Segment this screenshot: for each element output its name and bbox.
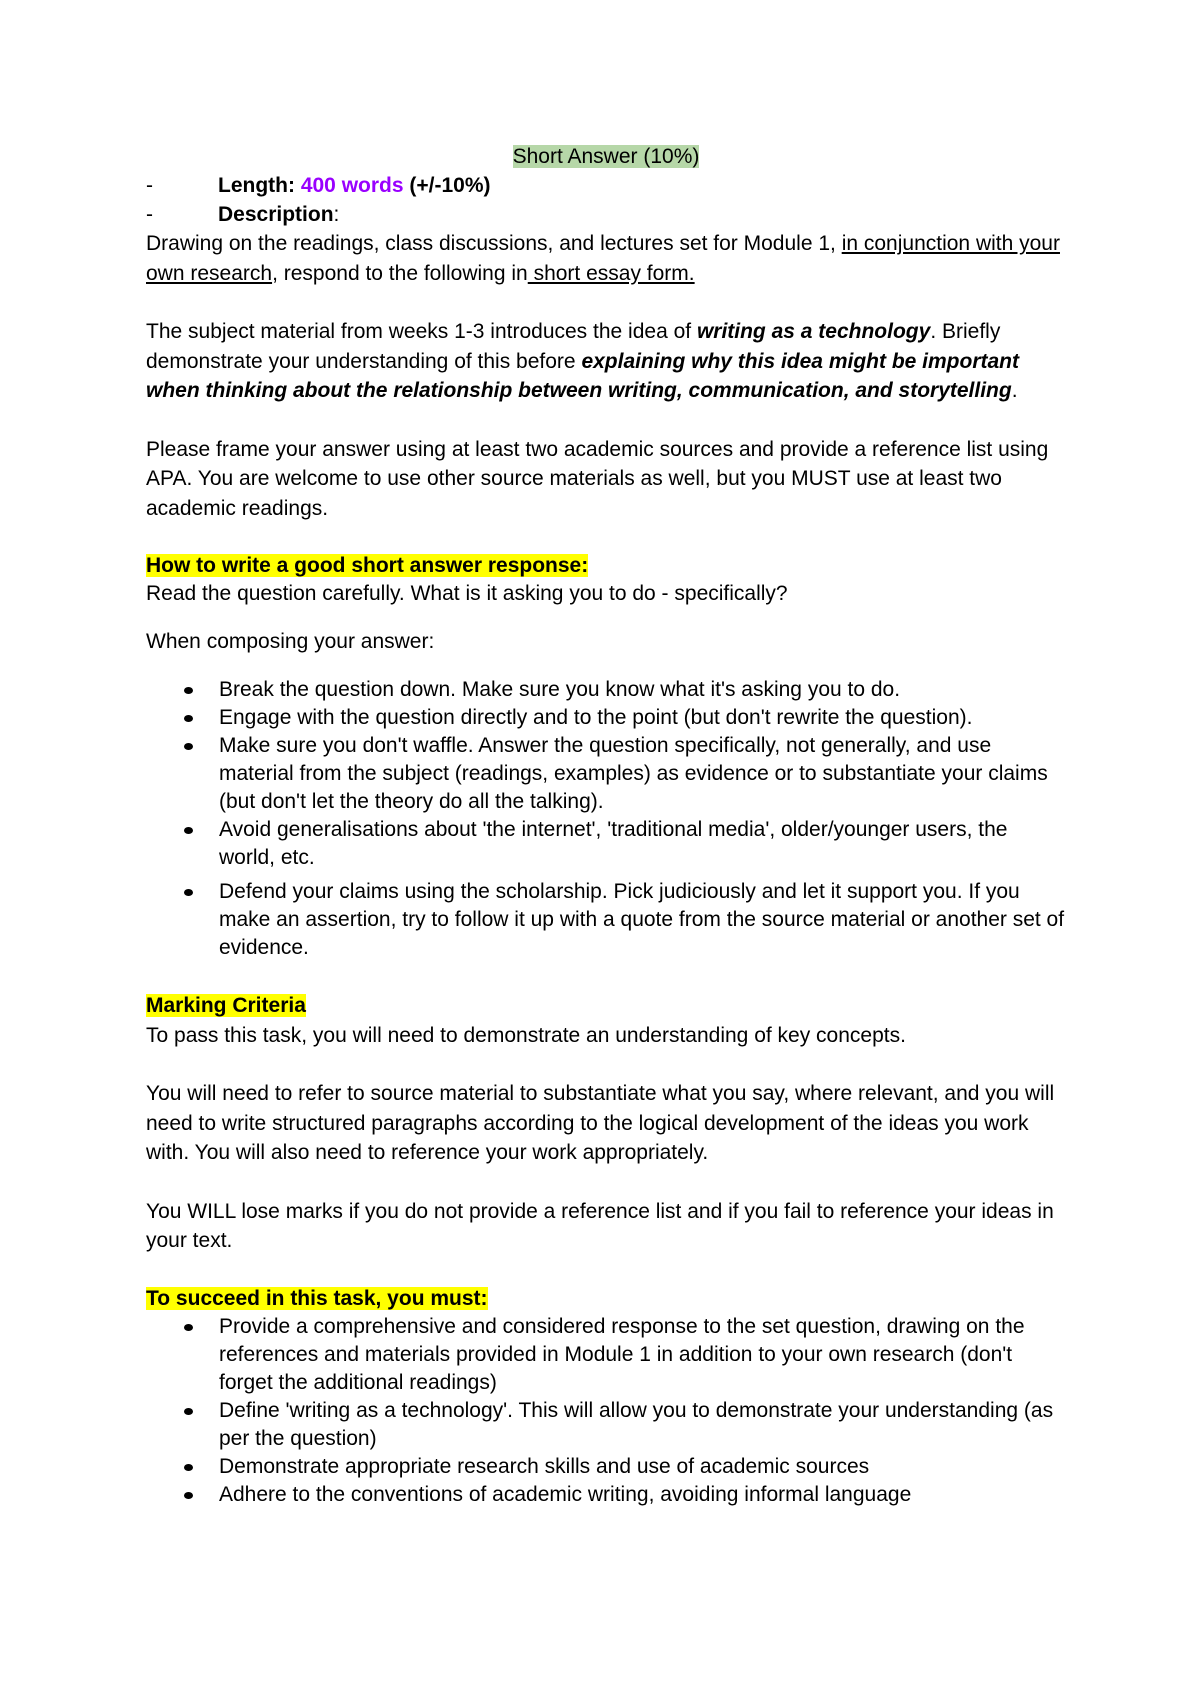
description-label: Description xyxy=(218,203,334,226)
intro-paragraph xyxy=(146,229,1066,288)
list-item: Make sure you don't waffle. Answer the question specifically, not generally, and use material from the subject (readings, examples) as evidence or to substantiate your claims (but don't let the theory do all the talking). xyxy=(146,732,1066,816)
length-suffix: (+/-10%) xyxy=(409,174,491,197)
length-label: Length: xyxy=(218,174,295,197)
marking-paragraph-2: You WILL lose marks if you do not provide a reference list and if you fail to reference your ideas in your text. xyxy=(146,1199,1054,1252)
question-text-end: . xyxy=(1011,379,1018,402)
bullet-dot-icon xyxy=(184,1464,193,1471)
list-item: Avoid generalisations about 'the internet', 'traditional media', older/younger users, the world, etc. xyxy=(146,816,1066,872)
question-emphasis-relationship: explaining why this idea might be important when thinking about the relationship between writing, communication, and storytelling xyxy=(146,349,1019,402)
list-item: Defend your claims using the scholarship. Pick judiciously and let it support you. If you make an assertion, try to follow it up with a quote from the source material or another set of evidence. xyxy=(146,878,1066,962)
marking-paragraph-1: You will need to refer to source material to substantiate what you say, where relevant, and you will need to write structured paragraphs according to the logical development of the ideas you work with. You will also need to reference your work appropriately. xyxy=(146,1082,1055,1164)
list-item: Engage with the question directly and to the point (but don't rewrite the question). xyxy=(146,704,1066,732)
length-line xyxy=(146,171,1066,200)
bullet-dot-icon xyxy=(184,715,193,722)
succeed-heading-line xyxy=(146,1285,1066,1313)
bullet-dot-icon xyxy=(184,1324,193,1331)
bullet-dot-icon xyxy=(184,743,193,750)
bullet-dot-icon xyxy=(184,1408,193,1415)
intro-text: Drawing on the readings, class discussions, and lectures set for Module 1, xyxy=(146,232,842,255)
title-line xyxy=(146,142,1066,171)
length-value: 400 words xyxy=(300,174,404,197)
dash-bullet: - xyxy=(146,203,153,226)
how-to-bullet-list xyxy=(146,676,1066,962)
question-paragraph xyxy=(146,317,1066,406)
list-item: Adhere to the conventions of academic writing, avoiding informal language xyxy=(146,1481,1066,1509)
composing-line: When composing your answer: xyxy=(146,630,435,653)
how-to-heading-line xyxy=(146,552,1066,580)
question-emphasis-technology: writing as a technology xyxy=(696,320,931,343)
marking-line: To pass this task, you will need to demonstrate an understanding of key concepts. xyxy=(146,1023,906,1047)
question-text-mid: . Briefly demonstrate your understanding of this before xyxy=(146,320,1001,373)
succeed-heading: To succeed in this task, you must: xyxy=(146,1286,488,1310)
intro-underline-research: in conjunction with your own research xyxy=(146,232,1060,285)
list-item: Demonstrate appropriate research skills and use of academic sources xyxy=(146,1453,1066,1481)
bullet-dot-icon xyxy=(184,687,193,694)
bullet-dot-icon xyxy=(184,827,193,834)
bullet-dot-icon xyxy=(184,889,193,896)
bullet-dot-icon xyxy=(184,1492,193,1499)
list-item: Define 'writing as a technology'. This will allow you to demonstrate your understanding (as per the question) xyxy=(146,1397,1066,1453)
succeed-bullet-list xyxy=(146,1313,1066,1509)
description-line xyxy=(146,200,1066,229)
description-colon: : xyxy=(333,203,340,226)
intro-text-mid: , respond to the following in xyxy=(272,261,528,285)
dash-bullet: - xyxy=(146,174,153,197)
list-item: Break the question down. Make sure you know what it's asking you to do. xyxy=(146,676,1066,704)
page-title: Short Answer (10%) xyxy=(512,145,700,168)
list-item: Provide a comprehensive and considered response to the set question, drawing on the references and materials provided in Module 1 in addition to your own research (don't forget the additional readings) xyxy=(146,1313,1066,1397)
sources-paragraph: Please frame your answer using at least two academic sources and provide a reference list using APA. You are welcome to use other source materials as well, but you MUST use at least two academic readings. xyxy=(146,437,1049,520)
marking-heading: Marking Criteria xyxy=(146,994,306,1017)
question-text: The subject material from weeks 1-3 introduces the idea of xyxy=(146,320,697,343)
document-page xyxy=(146,142,1066,1509)
intro-underline-essay: short essay form. xyxy=(527,261,695,285)
how-to-heading: How to write a good short answer response: xyxy=(146,554,589,577)
marking-heading-line xyxy=(146,991,1066,1021)
how-to-line: Read the question carefully. What is it asking you to do - specifically? xyxy=(146,582,788,605)
